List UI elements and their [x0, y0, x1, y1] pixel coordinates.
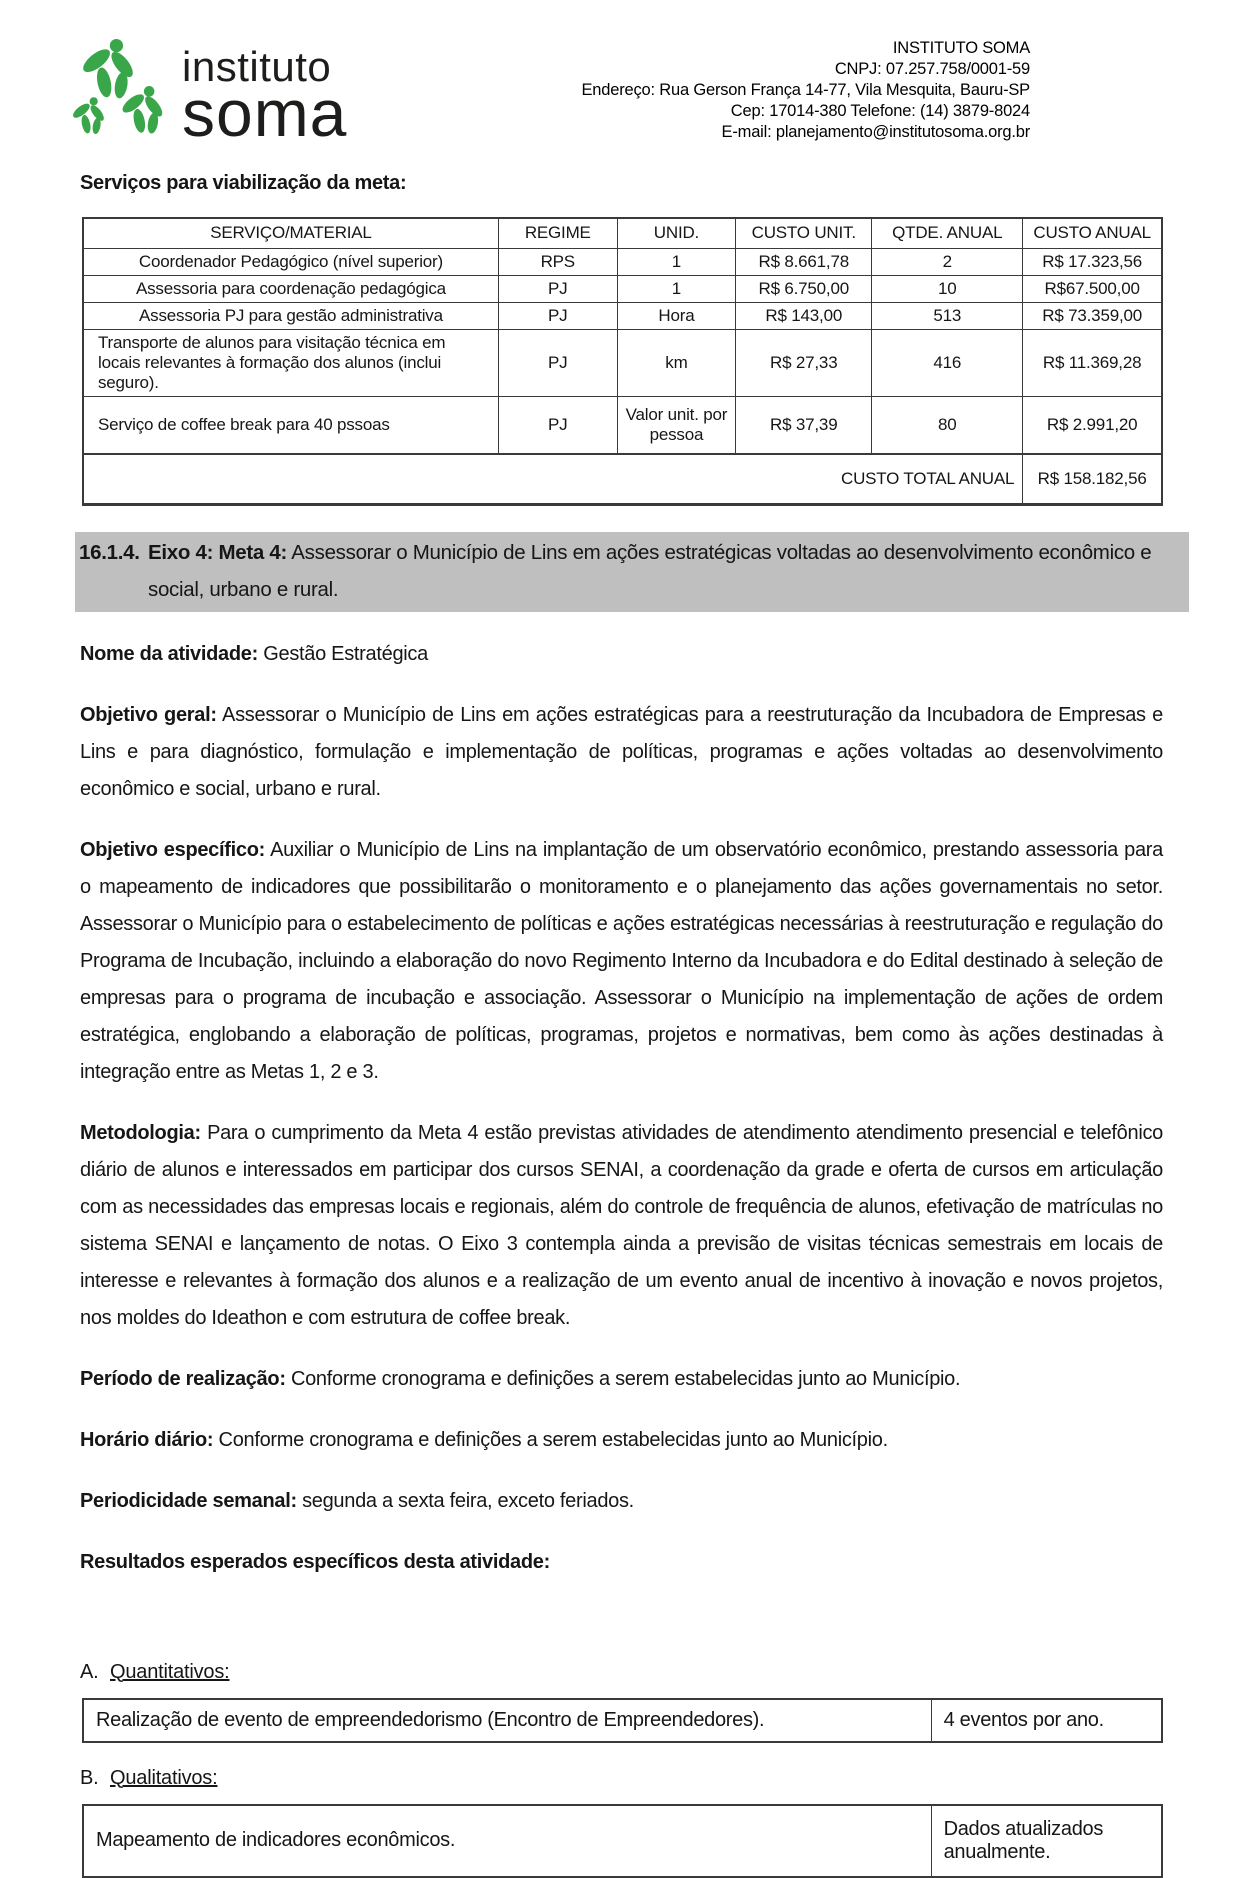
cell-unid: 1 [617, 248, 736, 275]
cell-unid: Valor unit. por pessoa [617, 396, 736, 454]
quantitative-target: 4 eventos por ano. [931, 1699, 1162, 1742]
field-label: Nome da atividade: [80, 642, 258, 665]
table-header-row [83, 218, 1162, 248]
field-label: Objetivo específico: [80, 838, 265, 861]
org-cep-phone: Cep: 17014-380 Telefone: (14) 3879-8024 [730, 102, 1030, 120]
qualitative-target: Dados atualizados anualmente. [931, 1805, 1162, 1877]
cell-custo-anual: R$ 17.323,56 [1023, 248, 1162, 275]
cell-custo-unit: R$ 27,33 [736, 329, 872, 396]
field-label: Objetivo geral: [80, 703, 217, 726]
cell-custo-anual: R$ 2.991,20 [1023, 396, 1162, 454]
table-row [83, 1805, 1162, 1877]
field-label: Periodicidade semanal: [80, 1489, 297, 1512]
col-header-servico: SERVIÇO/MATERIAL [83, 218, 498, 248]
cell-regime: PJ [498, 396, 617, 454]
table-row [83, 302, 1162, 329]
qualitative-table [82, 1804, 1163, 1878]
field-value: Assessorar o Município de Lins em ações estratégicas para a reestruturação da Incubadora de Empresas e Lins e para diagnóstico, formulação e implementação de políticas, programas e ações voltadas ao desenvolvimento econômico e social, urbano e rural. [80, 703, 1164, 800]
cell-custo-unit: R$ 8.661,78 [736, 248, 872, 275]
cell-regime: PJ [498, 329, 617, 396]
logo-wordmark [182, 43, 348, 150]
table-row [83, 248, 1162, 275]
field-objetivo-especifico [80, 832, 1163, 1091]
field-value: Gestão Estratégica [257, 642, 428, 665]
org-cnpj: CNPJ: 07.257.758/0001-59 [834, 60, 1030, 78]
total-label: CUSTO TOTAL ANUAL [83, 454, 1023, 504]
quantitative-table [82, 1698, 1163, 1743]
total-value: R$ 158.182,56 [1023, 454, 1162, 504]
cell-servico: Assessoria PJ para gestão administrativa [83, 302, 498, 329]
quantitative-item: Realização de evento de empreendedorismo (Encontro de Empreendedores). [83, 1699, 931, 1742]
cell-custo-unit: R$ 143,00 [736, 302, 872, 329]
col-header-custo-unit: CUSTO UNIT. [736, 218, 872, 248]
letterhead [0, 38, 1241, 150]
qualitative-item: Mapeamento de indicadores econômicos. [83, 1805, 931, 1877]
cell-qtde: 80 [872, 396, 1023, 454]
col-header-unid: UNID. [617, 218, 736, 248]
field-periodicidade-semanal [80, 1483, 1163, 1520]
field-resultados-esperados [80, 1544, 1163, 1581]
section-heading-text: Assessorar o Município de Lins em ações estratégicas voltadas ao desenvolvimento econômico e social, urbano e rural. [148, 540, 1152, 601]
table-row [83, 275, 1162, 302]
services-cost-table [82, 217, 1163, 506]
cell-regime: PJ [498, 302, 617, 329]
table-row [83, 396, 1162, 454]
list-letter: A. [80, 1660, 99, 1683]
leaf-people-icon [72, 38, 176, 142]
field-horario-diario [80, 1422, 1163, 1459]
services-section-title: Serviços para viabilização da meta: [80, 172, 407, 194]
qualitative-heading [80, 1767, 1163, 1790]
field-metodologia [80, 1115, 1163, 1337]
cell-regime: PJ [498, 275, 617, 302]
cell-qtde: 10 [872, 275, 1023, 302]
col-header-qtde-anual: QTDE. ANUAL [872, 218, 1023, 248]
field-objetivo-geral [80, 697, 1163, 808]
instituto-soma-logo [72, 38, 348, 150]
field-label: Horário diário: [80, 1428, 214, 1451]
field-value: Conforme cronograma e definições a serem estabelecidas junto ao Município. [285, 1367, 961, 1390]
col-header-regime: REGIME [498, 218, 617, 248]
org-name: INSTITUTO SOMA [892, 39, 1030, 57]
quantitative-heading [80, 1661, 1163, 1684]
cell-custo-unit: R$ 37,39 [736, 396, 872, 454]
cell-custo-unit: R$ 6.750,00 [736, 275, 872, 302]
list-letter: B. [80, 1766, 99, 1789]
cell-unid: Hora [617, 302, 736, 329]
table-total-row [83, 454, 1162, 504]
org-address: Endereço: Rua Gerson França 14-77, Vila Mesquita, Bauru-SP [581, 81, 1030, 99]
field-label: Metodologia: [80, 1121, 201, 1144]
field-label: Resultados esperados específicos desta atividade: [80, 1550, 550, 1573]
cell-regime: RPS [498, 248, 617, 275]
cell-qtde: 513 [872, 302, 1023, 329]
quantitative-label: Quantitativos: [110, 1660, 230, 1683]
cell-custo-anual: R$ 11.369,28 [1023, 329, 1162, 396]
cell-servico: Assessoria para coordenação pedagógica [83, 275, 498, 302]
cell-servico: Serviço de coffee break para 40 pssoas [83, 396, 498, 454]
field-value: Para o cumprimento da Meta 4 estão previstas atividades de atendimento atendimento presencial e telefônico diário de alunos e interessados em participar dos cursos SENAI, a coordenação da grade e oferta de cursos em articulação com as necessidades das empresas locais e regionais, além do controle de frequência de alunos, efetivação de matrículas no sistema SENAI e lançamento de notas. O Eixo 3 contempla ainda a previsão de visitas técnicas semestrais em locais de interesse e relevantes à formação dos alunos e a realização de um evento anual de incentivo à inovação e novos projetos, nos moldes do Ideathon e com estrutura de coffee break. [80, 1121, 1163, 1329]
table-row [83, 329, 1162, 396]
cell-custo-anual: R$67.500,00 [1023, 275, 1162, 302]
cell-qtde: 2 [872, 248, 1023, 275]
org-contact-info [581, 38, 1030, 143]
col-header-custo-anual: CUSTO ANUAL [1023, 218, 1162, 248]
field-nome-atividade [80, 636, 1163, 673]
section-heading-16-1-4 [75, 532, 1189, 612]
qualitative-label: Qualitativos: [110, 1766, 218, 1789]
cell-custo-anual: R$ 73.359,00 [1023, 302, 1162, 329]
cell-qtde: 416 [872, 329, 1023, 396]
cell-servico: Coordenador Pedagógico (nível superior) [83, 248, 498, 275]
org-email: E-mail: planejamento@institutosoma.org.br [721, 123, 1030, 141]
cell-servico: Transporte de alunos para visitação técnica em locais relevantes à formação dos alunos (inclui seguro). [83, 329, 498, 396]
cell-unid: 1 [617, 275, 736, 302]
field-value: Conforme cronograma e definições a serem estabelecidas junto ao Município. [213, 1428, 888, 1451]
logo-text-soma: soma [182, 76, 348, 150]
activity-details [80, 636, 1163, 1581]
section-heading-bold: Eixo 4: Meta 4: [148, 540, 288, 564]
field-value: segunda a sexta feira, exceto feriados. [296, 1489, 634, 1512]
table-row [83, 1699, 1162, 1742]
section-number: 16.1.4. [79, 540, 140, 564]
cell-unid: km [617, 329, 736, 396]
field-periodo-realizacao [80, 1361, 1163, 1398]
field-label: Período de realização: [80, 1367, 286, 1390]
logo-text-instituto: instituto [182, 43, 332, 90]
field-value: Auxiliar o Município de Lins na implantação de um observatório econômico, prestando assessoria para o mapeamento de indicadores que possibilitarão o monitoramento e o planejamento das ações governamentais no setor. Assessorar o Município para o estabelecimento de políticas e ações estratégicas necessárias à reestruturação e regulação do Programa de Incubação, incluindo a elaboração do novo Regimento Interno da Incubadora e do Edital destinado à seleção de empresas para o programa de incubação e associação. Assessorar o Município na implementação de ações de ordem estratégica, englobando a elaboração de políticas, programas, projetos e normativas, bem como às ações destinadas à integração entre as Metas 1, 2 e 3. [80, 838, 1163, 1083]
